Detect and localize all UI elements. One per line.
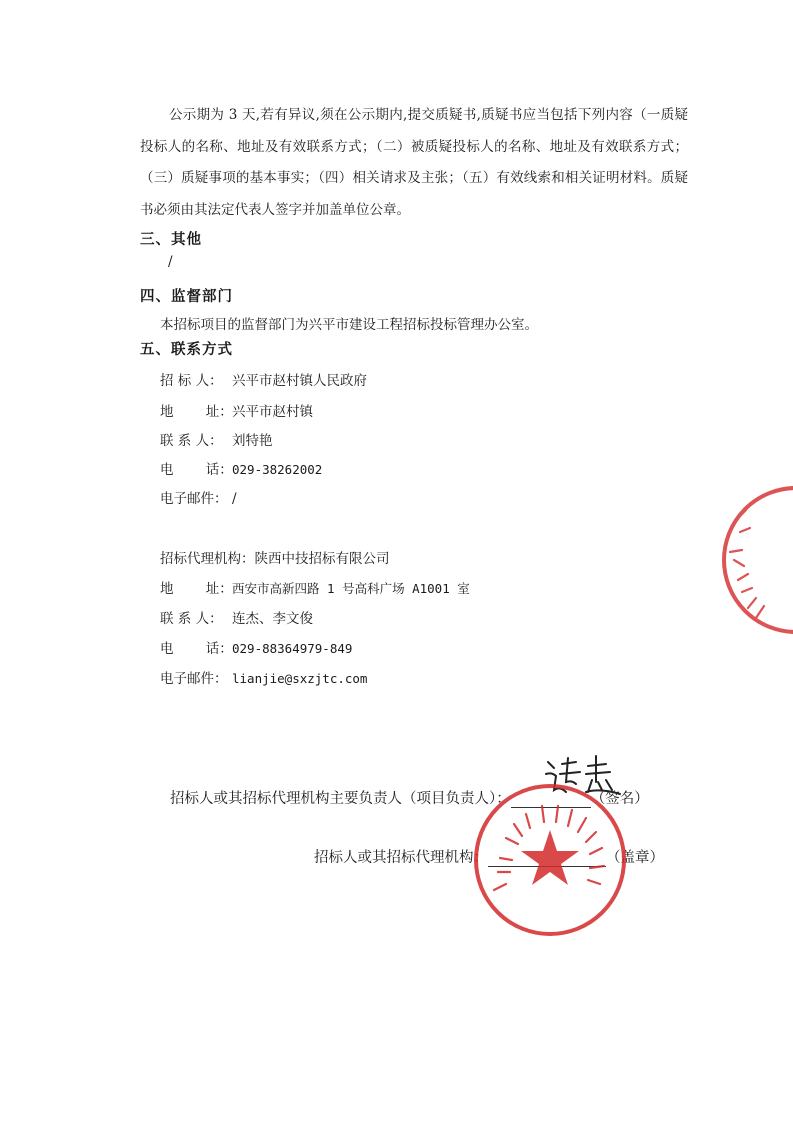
tenderer-email-row xyxy=(160,487,237,507)
tenderer-contact: 刘特艳 xyxy=(232,433,273,449)
signature-agency-label: 招标人或其招标代理机构： xyxy=(314,850,488,866)
agency-contact: 连杰、李文俊 xyxy=(232,611,313,627)
agency-email-label: 电子邮件： xyxy=(160,671,228,687)
agency-email: lianjie@sxzjtc.com xyxy=(232,671,368,686)
signature-agency-suffix: （盖章） xyxy=(606,850,664,866)
tenderer-name-row xyxy=(160,369,367,389)
agency-address-row xyxy=(160,577,470,597)
tenderer-address-label: 地 址： xyxy=(160,404,233,420)
tenderer-address-row xyxy=(160,400,313,420)
agency-name-row xyxy=(160,547,390,567)
signature-responsible-label: 招标人或其招标代理机构主要负责人（项目负责人）： xyxy=(170,791,511,807)
agency-contact-row xyxy=(160,607,313,627)
tenderer-phone: 029-38262002 xyxy=(232,462,323,477)
section-other-content: / xyxy=(168,254,173,270)
partial-seal-right-edge xyxy=(716,480,793,640)
tenderer-email: / xyxy=(232,491,237,507)
section-other-title: 三、其他 xyxy=(140,232,202,248)
section-supervision-title: 四、监督部门 xyxy=(140,289,233,305)
tenderer-email-label: 电子邮件： xyxy=(160,491,228,507)
agency-phone: 029-88364979-849 xyxy=(232,641,353,656)
agency-phone-row xyxy=(160,637,352,657)
notice-text: 公示期为 3 天,若有异议,须在公示期内,提交质疑书,质疑书应当包括下列内容（一质疑投标人的名称、地址及有效联系方式；（二）被质疑投标人的名称、地址及有效联系方式；（三）质疑事项的基本事实；（四）相关请求及主张；（五）有效线索和相关证明材料。质疑书必须由其法定代表人签字并加盖单位公章。 xyxy=(140,107,688,218)
tenderer-contact-row xyxy=(160,429,273,449)
tenderer-address: 兴平市赵村镇 xyxy=(232,404,313,420)
tenderer-phone-label: 电 话： xyxy=(160,462,233,478)
agency-name: 陕西中技招标有限公司 xyxy=(254,551,390,567)
notice-paragraph xyxy=(140,100,688,226)
tenderer-phone-row xyxy=(160,458,322,478)
agency-contact-label: 联 系 人： xyxy=(160,611,223,627)
agency-address-label: 地 址： xyxy=(160,581,233,597)
agency-email-row xyxy=(160,667,367,687)
tenderer-name-label: 招 标 人： xyxy=(160,373,223,389)
section-contact-title: 五、联系方式 xyxy=(140,342,233,358)
tenderer-contact-label: 联 系 人： xyxy=(160,433,223,449)
company-seal xyxy=(470,780,630,940)
tenderer-name: 兴平市赵村镇人民政府 xyxy=(232,373,367,389)
agency-name-label: 招标代理机构： xyxy=(160,551,255,567)
section-supervision-content: 本招标项目的监督部门为兴平市建设工程招标投标管理办公室。 xyxy=(160,317,538,333)
signature-responsible-suffix: （签名） xyxy=(590,791,649,807)
agency-address: 西安市高新四路 1 号高科广场 A1001 室 xyxy=(232,581,470,596)
agency-phone-label: 电 话： xyxy=(160,641,233,657)
